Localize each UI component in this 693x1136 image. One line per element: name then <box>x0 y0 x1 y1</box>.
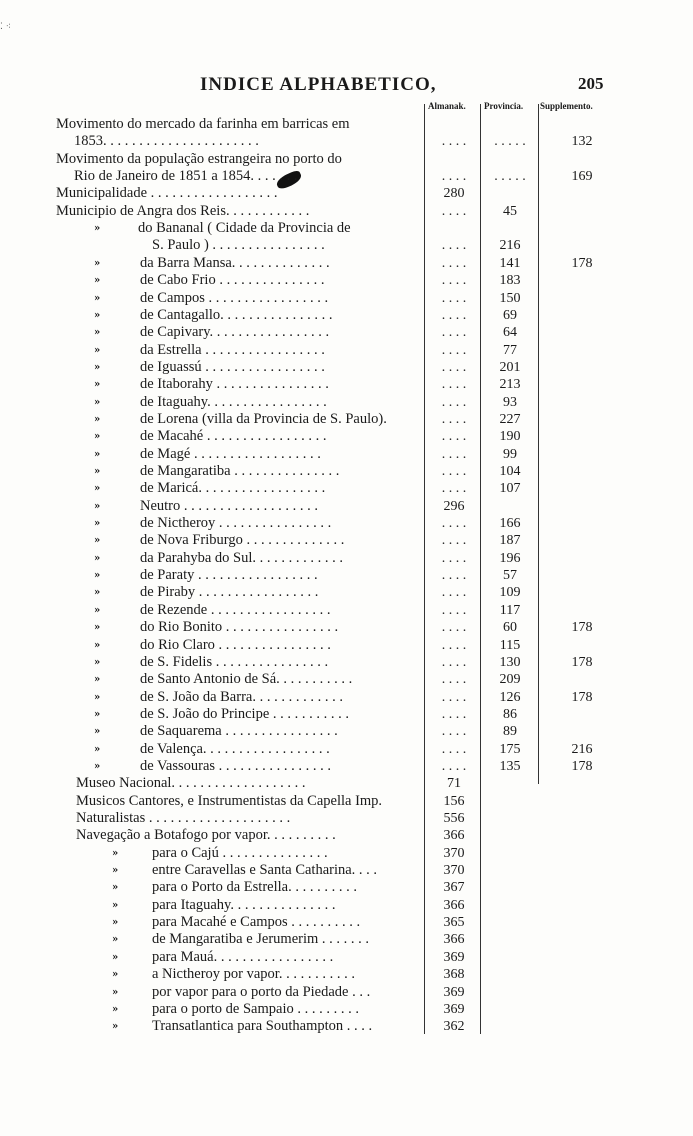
ditto-mark: » <box>94 292 101 304</box>
entry-text: entre Caravellas e Santa Catharina. . . . <box>152 862 378 879</box>
ditto-mark: » <box>94 361 101 373</box>
provincia-value: 69 <box>503 307 517 323</box>
almanak-value: 362 <box>443 1019 465 1035</box>
almanak-value: 366 <box>443 897 465 913</box>
almanak-value: . . . . <box>441 620 467 636</box>
entry-text: de Capivary. . . . . . . . . . . . . . . . . <box>140 324 330 341</box>
ditto-mark: » <box>94 760 101 772</box>
almanak-value: . . . . <box>441 602 467 618</box>
index-row <box>0 619 693 636</box>
ditto-mark: » <box>94 257 101 269</box>
ditto-mark: » <box>112 934 119 946</box>
ditto-mark: » <box>94 327 101 339</box>
index-row <box>0 810 693 827</box>
provincia-value: 117 <box>499 602 521 618</box>
provincia-value: 166 <box>499 516 521 532</box>
ditto-mark: » <box>94 691 101 703</box>
entry-text: de Rezende . . . . . . . . . . . . . . . . . <box>140 601 331 618</box>
ditto-mark: » <box>112 847 119 859</box>
provincia-value: 187 <box>499 533 521 549</box>
supplemento-value: 178 <box>571 689 593 705</box>
ditto-mark: » <box>112 1003 119 1015</box>
entry-text: da Estrella . . . . . . . . . . . . . . . . . <box>140 341 325 358</box>
index-row <box>0 255 693 272</box>
almanak-value: . . . . <box>441 290 467 306</box>
entry-text: de Nova Friburgo . . . . . . . . . . . . . . <box>140 532 345 549</box>
index-row <box>0 480 693 497</box>
entry-text: de S. Fidelis . . . . . . . . . . . . . . . . <box>140 653 329 670</box>
supplemento-value: 178 <box>571 620 593 636</box>
ditto-mark: » <box>94 656 101 668</box>
index-row <box>0 532 693 549</box>
entry-text: por vapor para o porto da Piedade . . . <box>152 983 371 1000</box>
provincia-value: 135 <box>499 758 521 774</box>
ditto-mark: » <box>94 413 101 425</box>
entry-text: de Campos . . . . . . . . . . . . . . . . . <box>140 289 329 306</box>
index-row <box>0 966 693 983</box>
almanak-value: . . . . <box>441 516 467 532</box>
column-header-almanak: Almanak. <box>428 101 466 111</box>
ditto-mark: » <box>94 309 101 321</box>
index-row <box>0 654 693 671</box>
entry-text: do Rio Bonito . . . . . . . . . . . . . . . . <box>140 619 339 636</box>
entry-text: Municipalidade . . . . . . . . . . . . . . . . . . <box>56 185 278 202</box>
ditto-mark: » <box>94 275 101 287</box>
provincia-value: 126 <box>499 689 521 705</box>
ditto-mark: » <box>112 1021 119 1033</box>
ditto-mark: » <box>94 379 101 391</box>
entry-text: do Bananal ( Cidade da Provincia de <box>138 220 351 237</box>
almanak-value: . . . . <box>441 724 467 740</box>
ditto-mark: » <box>94 223 101 235</box>
index-row <box>0 324 693 341</box>
provincia-value: 209 <box>499 672 521 688</box>
index-row <box>0 775 693 792</box>
entry-text: de Mangaratiba e Jerumerim . . . . . . . <box>152 931 370 948</box>
provincia-value: 150 <box>499 290 521 306</box>
entry-text: Naturalistas . . . . . . . . . . . . . . . . . . . . <box>76 810 291 826</box>
almanak-value: 366 <box>443 828 465 844</box>
supplemento-value: 178 <box>571 654 593 670</box>
entry-text: de Piraby . . . . . . . . . . . . . . . . . <box>140 584 319 601</box>
index-row <box>0 671 693 688</box>
ditto-mark: » <box>112 865 119 877</box>
entry-text: 1853. . . . . . . . . . . . . . . . . . . . . . <box>74 133 259 150</box>
ditto-mark: » <box>94 552 101 564</box>
index-row <box>0 793 693 810</box>
ditto-mark: » <box>94 743 101 755</box>
almanak-value: . . . . <box>441 568 467 584</box>
index-row <box>0 1001 693 1018</box>
provincia-value: 216 <box>499 238 521 254</box>
supplemento-value: 178 <box>571 255 593 271</box>
almanak-value: . . . . <box>441 429 467 445</box>
index-row <box>0 203 693 220</box>
almanak-value: 71 <box>447 776 461 792</box>
entry-text: de Valença. . . . . . . . . . . . . . . . . . <box>140 740 330 757</box>
provincia-value: 99 <box>503 446 517 462</box>
ditto-mark: » <box>94 622 101 634</box>
almanak-value: . . . . <box>441 654 467 670</box>
entry-text: de Magé . . . . . . . . . . . . . . . . . . <box>140 445 321 462</box>
index-row <box>0 897 693 914</box>
ditto-mark: » <box>94 639 101 651</box>
entry-text: de S. João da Barra. . . . . . . . . . . . . <box>140 688 343 705</box>
ditto-mark: » <box>94 431 101 443</box>
provincia-value: 86 <box>503 706 517 722</box>
almanak-value: 370 <box>443 863 465 879</box>
index-row <box>0 411 693 428</box>
index-row <box>0 949 693 966</box>
index-row <box>0 584 693 601</box>
index-row <box>0 394 693 411</box>
index-row <box>0 1018 693 1035</box>
almanak-value: 369 <box>443 984 465 1000</box>
index-row <box>0 359 693 376</box>
almanak-value: . . . . <box>441 464 467 479</box>
almanak-value: . . . . <box>441 550 467 566</box>
provincia-value: . . . . . <box>494 134 526 150</box>
almanak-value: 366 <box>443 932 465 948</box>
entry-text: de Nictheroy . . . . . . . . . . . . . . . . <box>140 515 332 532</box>
almanak-value: . . . . <box>441 342 467 358</box>
almanak-value: . . . . <box>441 394 467 410</box>
index-row <box>0 914 693 931</box>
entry-text: de Maricá. . . . . . . . . . . . . . . . . . <box>140 480 326 497</box>
almanak-value: 296 <box>443 498 465 514</box>
almanak-value: 369 <box>443 949 465 965</box>
provincia-value: 93 <box>503 394 517 410</box>
provincia-value: 183 <box>499 273 521 289</box>
provincia-value: 104 <box>499 464 521 479</box>
provincia-value: 201 <box>499 359 521 375</box>
almanak-value: . . . . <box>441 377 467 393</box>
index-row <box>0 237 693 254</box>
index-row <box>0 723 693 740</box>
entry-text: para Macahé e Campos . . . . . . . . . . <box>152 914 361 931</box>
provincia-value: 107 <box>499 481 521 497</box>
column-header-supplemento: Supplemento. <box>540 101 593 111</box>
index-row <box>0 342 693 359</box>
entry-text: para Mauá. . . . . . . . . . . . . . . . . <box>152 948 334 965</box>
index-row <box>0 515 693 532</box>
almanak-value: . . . . <box>441 411 467 427</box>
index-row <box>0 550 693 567</box>
index-row <box>0 567 693 584</box>
entry-text: de Itaguahy. . . . . . . . . . . . . . . . . <box>140 393 327 410</box>
entry-text: para o porto de Sampaio . . . . . . . . . <box>152 1000 359 1017</box>
index-row <box>0 376 693 393</box>
entry-text: de Macahé . . . . . . . . . . . . . . . . . <box>140 428 327 445</box>
entry-text: de Lorena (villa da Provincia de S. Paulo). <box>140 410 387 427</box>
ditto-mark: » <box>94 604 101 616</box>
column-header-provincia: Provincia. <box>484 101 524 111</box>
entry-text: de Cantagallo. . . . . . . . . . . . . . . . <box>140 306 333 323</box>
almanak-value: . . . . <box>441 255 467 271</box>
ditto-mark: » <box>94 466 101 477</box>
provincia-value: 130 <box>499 654 521 670</box>
supplemento-value: 169 <box>571 169 593 185</box>
index-row <box>0 879 693 896</box>
ditto-mark: » <box>94 674 101 686</box>
supplemento-value: 178 <box>571 758 593 774</box>
almanak-value: . . . . <box>441 706 467 722</box>
almanak-value: . . . . <box>441 325 467 341</box>
ditto-mark: » <box>94 587 101 599</box>
supplemento-value: 216 <box>571 741 593 757</box>
entry-text: de Iguassú . . . . . . . . . . . . . . . . . <box>140 358 325 375</box>
provincia-value: 190 <box>499 429 521 445</box>
almanak-value: 280 <box>443 186 465 202</box>
entry-text: do Rio Claro . . . . . . . . . . . . . . . . <box>140 636 331 653</box>
ditto-mark: » <box>94 518 101 530</box>
index-row <box>0 220 693 237</box>
ditto-mark: » <box>112 969 119 981</box>
almanak-value: . . . . <box>441 533 467 549</box>
entry-text: Museo Nacional. . . . . . . . . . . . . . . . . . . <box>76 775 306 792</box>
almanak-value: 156 <box>443 793 465 809</box>
index-row <box>0 827 693 844</box>
ditto-mark: » <box>94 344 101 356</box>
provincia-value: 57 <box>503 568 517 584</box>
provincia-value: 64 <box>503 325 517 341</box>
index-row <box>0 133 693 150</box>
provincia-value: 60 <box>503 620 517 636</box>
index-row <box>0 185 693 202</box>
entry-text: Municipio de Angra dos Reis. . . . . . . . . . . . <box>56 202 310 219</box>
index-row <box>0 446 693 463</box>
ditto-mark: » <box>94 500 101 512</box>
almanak-value: 365 <box>443 915 465 931</box>
index-row <box>0 272 693 289</box>
provincia-value: 89 <box>503 724 517 740</box>
page-title: INDICE ALPHABETICO, <box>200 74 437 95</box>
ditto-mark: » <box>112 951 119 963</box>
almanak-value: . . . . <box>441 169 467 185</box>
index-row <box>0 151 693 168</box>
almanak-value: . . . . <box>441 585 467 601</box>
ditto-mark: » <box>94 448 101 460</box>
almanak-value: . . . . <box>441 758 467 774</box>
almanak-value: . . . . <box>441 307 467 323</box>
index-row <box>0 290 693 307</box>
index-row <box>0 116 693 133</box>
provincia-value: . . . . . <box>494 169 526 185</box>
entry-text: de Itaborahy . . . . . . . . . . . . . . . . <box>140 376 329 393</box>
almanak-value: . . . . <box>441 238 467 254</box>
almanak-value: . . . . <box>441 446 467 462</box>
ditto-mark: » <box>112 986 119 998</box>
entry-text: para o Porto da Estrella. . . . . . . . . . <box>152 879 357 896</box>
paper-specks: ⁚ ⁖ <box>0 22 11 32</box>
entry-text: de Saquarema . . . . . . . . . . . . . . . . <box>140 723 338 740</box>
almanak-value: . . . . <box>441 741 467 757</box>
almanak-value: . . . . <box>441 481 467 497</box>
index-row <box>0 741 693 758</box>
entry-text: da Barra Mansa. . . . . . . . . . . . . . <box>140 254 330 271</box>
provincia-value: 115 <box>499 637 521 653</box>
ditto-mark: » <box>94 535 101 547</box>
page-number: 205 <box>578 74 604 93</box>
index-row <box>0 862 693 879</box>
entry-text: Rio de Janeiro de 1851 a 1854. . . . . . . <box>74 168 298 185</box>
entry-text: de Santo Antonio de Sá. . . . . . . . . . . <box>140 671 353 688</box>
provincia-value: 213 <box>499 377 521 393</box>
provincia-value: 45 <box>503 203 517 219</box>
almanak-value: 369 <box>443 1001 465 1017</box>
index-row <box>0 931 693 948</box>
almanak-value: . . . . <box>441 359 467 375</box>
index-row <box>0 602 693 619</box>
index-row <box>0 428 693 445</box>
provincia-value: 141 <box>499 255 521 271</box>
almanak-value: . . . . <box>441 203 467 219</box>
entry-text: de S. João do Principe . . . . . . . . . . . <box>140 705 350 722</box>
ditto-mark: » <box>94 726 101 738</box>
almanak-value: . . . . <box>441 134 467 150</box>
almanak-value: 368 <box>443 967 465 983</box>
ditto-mark: » <box>94 570 101 582</box>
index-row <box>0 637 693 654</box>
entry-text: S. Paulo ) . . . . . . . . . . . . . . . . <box>152 237 325 254</box>
index-row <box>0 168 693 185</box>
entry-text: Movimento do mercado da farinha em barricas em <box>56 116 350 132</box>
index-row <box>0 758 693 775</box>
index-row <box>0 984 693 1001</box>
almanak-value: 556 <box>443 811 465 826</box>
ditto-mark: » <box>94 396 101 408</box>
provincia-value: 109 <box>499 585 521 601</box>
almanak-value: . . . . <box>441 273 467 289</box>
entry-text: Musicos Cantores, e Instrumentistas da Capella Imp. <box>76 792 383 809</box>
index-row <box>0 498 693 515</box>
almanak-value: 370 <box>443 845 465 861</box>
entry-text: para Itaguahy. . . . . . . . . . . . . . . <box>152 896 336 913</box>
entry-text: da Parahyba do Sul. . . . . . . . . . . . . <box>140 549 343 566</box>
entry-text: de Paraty . . . . . . . . . . . . . . . . . <box>140 567 318 584</box>
entry-text: para o Cajú . . . . . . . . . . . . . . . <box>152 844 328 861</box>
entry-text: de Cabo Frio . . . . . . . . . . . . . . . <box>140 272 325 289</box>
provincia-value: 175 <box>499 741 521 757</box>
almanak-value: . . . . <box>441 689 467 705</box>
index-row <box>0 706 693 723</box>
provincia-value: 196 <box>499 550 521 566</box>
index-row <box>0 463 693 480</box>
index-row <box>0 689 693 706</box>
provincia-value: 227 <box>499 411 521 427</box>
ditto-mark: » <box>94 483 101 495</box>
ditto-mark: » <box>94 708 101 720</box>
supplemento-value: 132 <box>571 134 593 150</box>
ditto-mark: » <box>112 917 119 929</box>
index-row <box>0 307 693 324</box>
index-row <box>0 845 693 862</box>
entry-text: Neutro . . . . . . . . . . . . . . . . . . . <box>140 497 319 514</box>
entry-text: de Vassouras . . . . . . . . . . . . . . . . <box>140 757 332 774</box>
entry-text: Movimento da população estrangeira no porto do <box>56 150 342 167</box>
entry-text: a Nictheroy por vapor. . . . . . . . . . . <box>152 966 355 983</box>
entry-text: Transatlantica para Southampton . . . . <box>152 1018 373 1035</box>
ditto-mark: » <box>112 899 119 911</box>
ditto-mark: » <box>112 882 119 894</box>
entry-text: Navegação a Botafogo por vapor. . . . . . . . . . <box>76 827 336 844</box>
provincia-value: 77 <box>503 342 517 358</box>
almanak-value: 367 <box>443 880 465 896</box>
entry-text: de Mangaratiba . . . . . . . . . . . . . . . <box>140 463 340 479</box>
almanak-value: . . . . <box>441 672 467 688</box>
almanak-value: . . . . <box>441 637 467 653</box>
